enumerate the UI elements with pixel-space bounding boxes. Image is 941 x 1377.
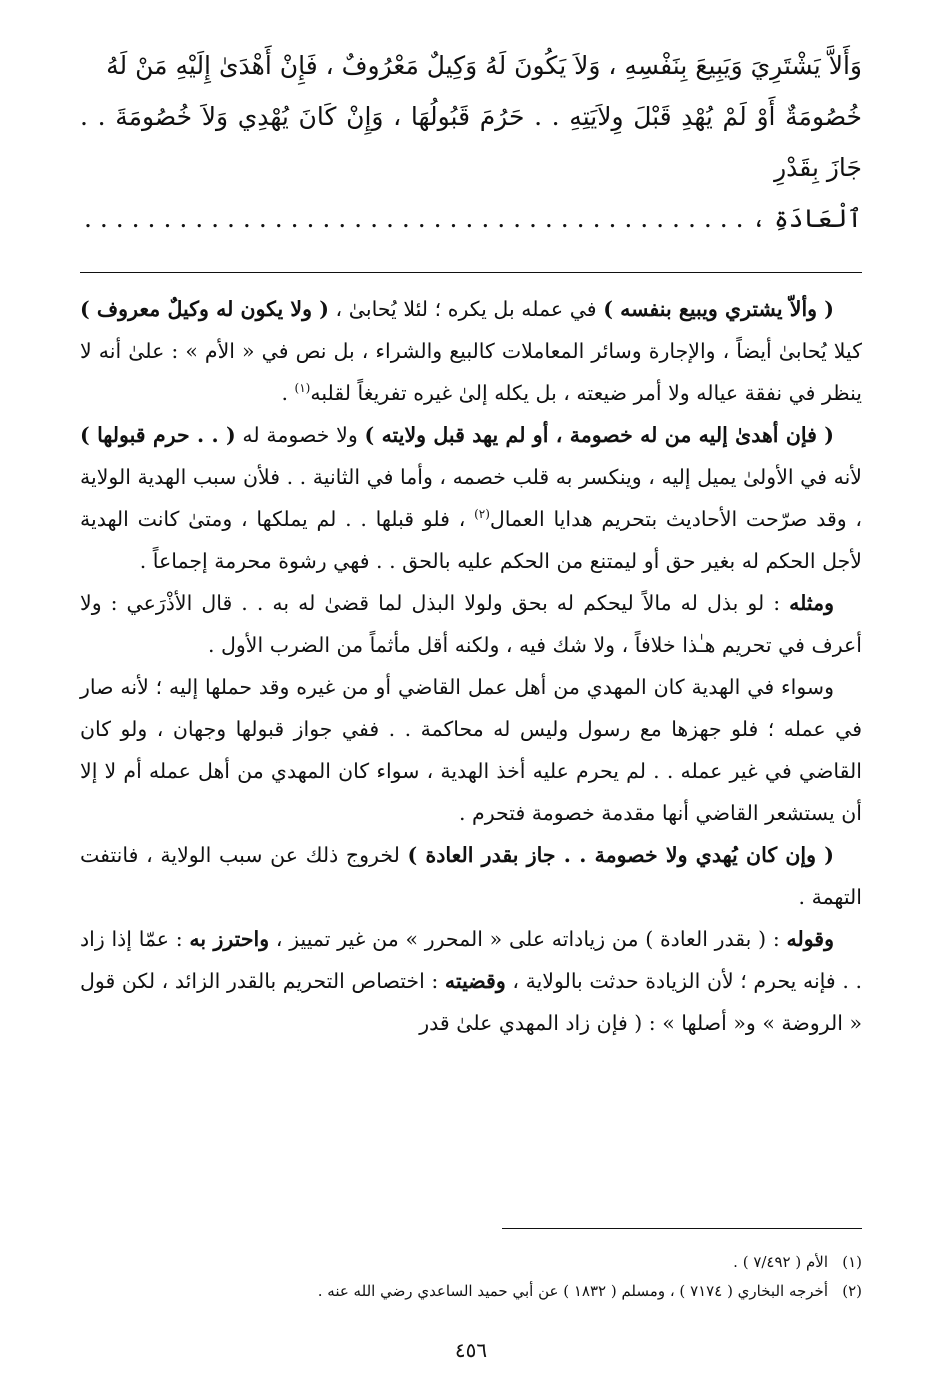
footnote-1: [80, 1248, 862, 1277]
commentary-text: وسواء في الهدية كان المهدي من أهل عمل القاضي أو من غيره وقد حملها إليه ؛ لأنه صار في عمله ؛ فلو جهزها مع رسول وليس له محاكمة . . ففي جواز قبولها وجهان ، ولو كان القاضي في غير عمله . . لم يحرم عليه أخذ الهدية ، سواء كان المهدي من أهل عمله أم لا إلا أن يستشعر القاضي أنها مقدمة خصومة فتحرم .: [80, 675, 862, 825]
sharh-commentary: [80, 288, 862, 1044]
quoted-matn: ( وألاّ يشتري ويبيع بنفسه ): [603, 297, 834, 321]
sharh-paragraph-1: [80, 288, 862, 414]
commentary-text: : لو بذل له مالاً ليحكم له بحق ولولا البذل لما قضىٰ له به . . قال الأذْرَعي : ولا أعرف في تحريم هـٰذا خلافاً ، ولا شك فيه ، ولكنه أقل مأثماً من الضرب الأول .: [80, 591, 862, 657]
matn-separator-rule: [80, 272, 862, 273]
quoted-matn: ( ولا يكون له وكيلٌ معروف ): [80, 297, 329, 321]
commentary-text: : عمّا إذا زاد . . فإنه يحرم ؛ لأن الزيادة حدثت بالولاية ،: [80, 927, 862, 993]
footnote-text: أخرجه البخاري ( ٧١٧٤ ) ، ومسلم ( ١٨٣٢ ) عن أبي حميد الساعدي رضي الله عنه .: [317, 1282, 828, 1300]
footnotes: [80, 1248, 862, 1306]
commentary-text: ، فلو قبلها . . لم يملكها ، ومتىٰ كانت الهدية لأجل الحكم له بغير حق أو ليمتنع من الحكم عليه بالحق . . فهي رشوة محرمة إجماعاً .: [80, 507, 862, 573]
keyword-bold: واحترز به: [189, 927, 270, 951]
sharh-paragraph-4: [80, 666, 862, 834]
footnote-text: الأم ( ٧/٤٩٢ ) .: [733, 1253, 828, 1271]
commentary-text: لأنه في الأولىٰ يميل إليه ، وينكسر به قلب خصمه ، وأما في الثانية . . فلأن سبب الهدية الولاية ، وقد صرّحت الأحاديث بتحريم هدايا العمال: [80, 465, 862, 531]
commentary-text: : ( بقدر العادة ) من زياداته على « المحرر » من غير تمييز ،: [269, 927, 787, 951]
matn-line-2: خُصُومَةٌ أَوْ لَمْ يُهْدِ قَبْلَ وِلاَيَتِهِ . . حَرُمَ قَبُولُهَا ، وَإِنْ كَانَ يُهْدِي وَلاَ خُصُومَةَ . . جَازَ بِقَدْرِ: [80, 102, 862, 182]
matn-line-3: ٱلْعَادَةِ ، . . . . . . . . . . . . . . . . . . . . . . . . . . . . . . . . . . . . . . . . . .: [83, 204, 862, 233]
commentary-text: : اختصاص التحريم بالقدر الزائد ، لكن قول « الروضة » و« أصلها » : ( فإن زاد المهدي علىٰ قدر: [80, 969, 862, 1035]
sharh-paragraph-3: [80, 582, 862, 666]
commentary-text: كيلا يُحابىٰ أيضاً ، والإجارة وسائر المعاملات كالبيع والشراء ، بل نص في « الأم » : علىٰ أنه لا ينظر في نفقة عياله ولا أمر ضيعته ، بل يكله إلىٰ غيره تفريغاً لقلبه: [80, 339, 862, 405]
footnote-reference-2[interactable]: (٢): [474, 507, 490, 522]
keyword-bold: ومثله: [789, 591, 834, 615]
commentary-text: لخروج ذلك عن سبب الولاية ، فانتفت التهمة .: [80, 843, 862, 909]
footnote-separator-rule: [502, 1228, 862, 1229]
commentary-text: في عمله بل يكره ؛ لئلا يُحابىٰ ،: [328, 297, 604, 321]
matn-line-1: وَأَلاَّ يَشْتَرِيَ وَيَبِيعَ بِنَفْسِهِ ، وَلاَ يَكُونَ لَهُ وَكِيلٌ مَعْرُوفٌ ، فَإِنْ أَهْدَىٰ إِلَيْهِ مَنْ لَهُ: [106, 51, 862, 80]
keyword-bold: وقوله: [786, 927, 834, 951]
sharh-paragraph-2: [80, 414, 862, 582]
keyword-bold: وقضيته: [444, 969, 506, 993]
footnote-reference-1[interactable]: (١): [294, 381, 311, 396]
sharh-paragraph-5: [80, 834, 862, 918]
page-number: ٤٥٦: [454, 1338, 488, 1362]
commentary-text: .: [281, 381, 295, 405]
book-page: [80, 40, 862, 1362]
quoted-matn: ( وإن كان يُهدي ولا خصومة . . جاز بقدر العادة ): [407, 843, 834, 867]
commentary-text: ولا خصومة له: [235, 423, 365, 447]
footnote-number: (١): [842, 1253, 862, 1271]
footnote-number: (٢): [842, 1282, 862, 1300]
quoted-matn: ( فإن أهدىٰ إليه من له خصومة ، أو لم يهد قبل ولايته ): [364, 423, 834, 447]
matn-text: [80, 40, 862, 244]
footnote-2: [80, 1277, 862, 1306]
sharh-paragraph-6: [80, 918, 862, 1044]
quoted-matn: ( . . حرم قبولها ): [80, 423, 236, 447]
